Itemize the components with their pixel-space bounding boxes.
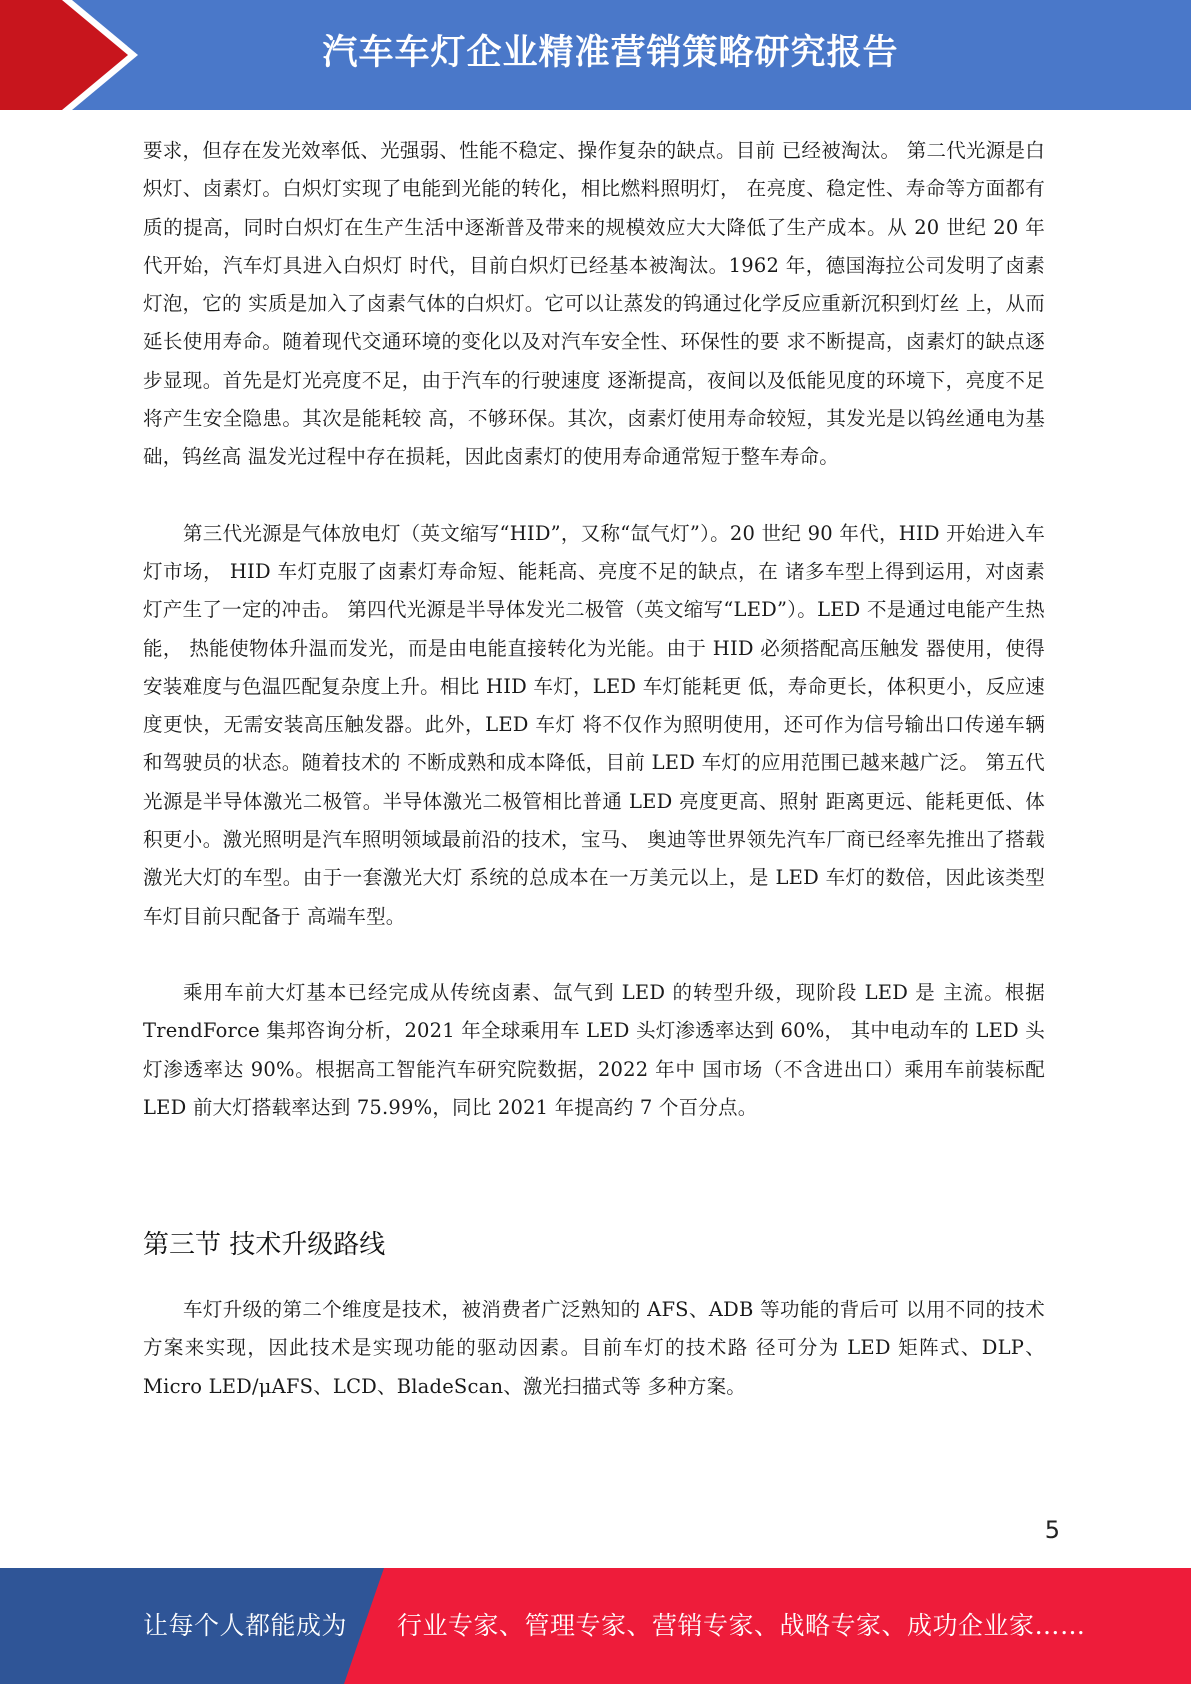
section-heading: 第三节 技术升级路线 [143,1230,386,1261]
report-title: 汽车车灯企业精准营销策略研究报告 [322,33,899,73]
page-header [0,0,1191,110]
body-paragraph-1: 要求，但存在发光效率低、光强弱、性能不稳定、操作复杂的缺点。目前 已经被淘汰。 第二代光源是白炽灯、卤素灯。白炽灯实现了电能到光能的转化，相比燃料照明灯， 在亮度、稳定性、寿命等方面都有质的提高，同时白炽灯在生产生活中逐渐普及带来的规模效应大大降低了生产成本。从 20 世纪 20 年代开始，汽车灯具进入白炽灯 时代，目前白炽灯已经基本被淘汰。1962 年，德国海拉公司发明了卤素灯泡，它的 实质是加入了卤素气体的白炽灯。它可以让蒸发的钨通过化学反应重新沉积到灯丝 上，从而延长使用寿命。随着现代交通环境的变化以及对汽车安全性、环保性的要 求不断提高，卤素灯的缺点逐步显现。首先是灯光亮度不足，由于汽车的行驶速度 逐渐提高，夜间以及低能见度的环境下，亮度不足将产生安全隐患。其次是能耗较 高，不够环保。其次，卤素灯使用寿命较短，其发光是以钨丝通电为基础，钨丝高 温发光过程中存在损耗，因此卤素灯的使用寿命通常短于整车寿命。 [143,139,1045,469]
footer-slogan-right: 行业专家、管理专家、营销专家、战略专家、成功企业家…… [397,1611,1086,1640]
page-content [143,132,1045,1406]
page-number: 5 [1044,1516,1060,1544]
body-paragraph-4: 车灯升级的第二个维度是技术，被消费者广泛熟知的 AFS、ADB 等功能的背后可 以用不同的技术方案来实现，因此技术是实现功能的驱动因素。目前车灯的技术路 径可分为 LED 矩阵式、DLP、Micro LED/μAFS、LCD、BladeScan、激光扫描式等 多种方案。 [143,1298,1045,1398]
footer-slogan-left: 让每个人都能成为 [143,1611,348,1640]
body-paragraph-3: 乘用车前大灯基本已经完成从传统卤素、氙气到 LED 的转型升级，现阶段 LED 是 主流。根据 TrendForce 集邦咨询分析，2021 年全球乘用车 LED 头灯渗透率达到 60%， 其中电动车的 LED 头灯渗透率达 90%。根据高工智能汽车研究院数据，2022 年中 国市场（不含进出口）乘用车前装标配 LED 前大灯搭载率达到 75.99%，同比 2021 年提高约 7 个百分点。 [143,980,1045,1119]
body-paragraph-2: 第三代光源是气体放电灯（英文缩写“HID”，又称“氙气灯”）。20 世纪 90 年代，HID 开始进入车灯市场， HID 车灯克服了卤素灯寿命短、能耗高、亮度不足的缺点，在 诸多车型上得到运用，对卤素灯产生了一定的冲击。 第四代光源是半导体发光二极管（英文缩写“LED”）。LED 不是通过电能产生热能， 热能使物体升温而发光，而是由电能直接转化为光能。由于 HID 必须搭配高压触发 器使用，使得安装难度与色温匹配复杂度上升。相比 HID 车灯，LED 车灯能耗更 低，寿命更长，体积更小，反应速度更快，无需安装高压触发器。此外，LED 车灯 将不仅作为照明使用，还可作为信号输出口传递车辆和驾驶员的状态。随着技术的 不断成熟和成本降低，目前 LED 车灯的应用范围已越来越广泛。 第五代光源是半导体激光二极管。半导体激光二极管相比普通 LED 亮度更高、照射 距离更远、能耗更低、体积更小。激光照明是汽车照明领域最前沿的技术，宝马、 奥迪等世界领先汽车厂商已经率先推出了搭载激光大灯的车型。由于一套激光大灯 系统的总成本在一万美元以上，是 LED 车灯的数倍，因此该类型车灯目前只配备于 高端车型。 [143,521,1045,928]
page-footer [0,1568,1191,1684]
